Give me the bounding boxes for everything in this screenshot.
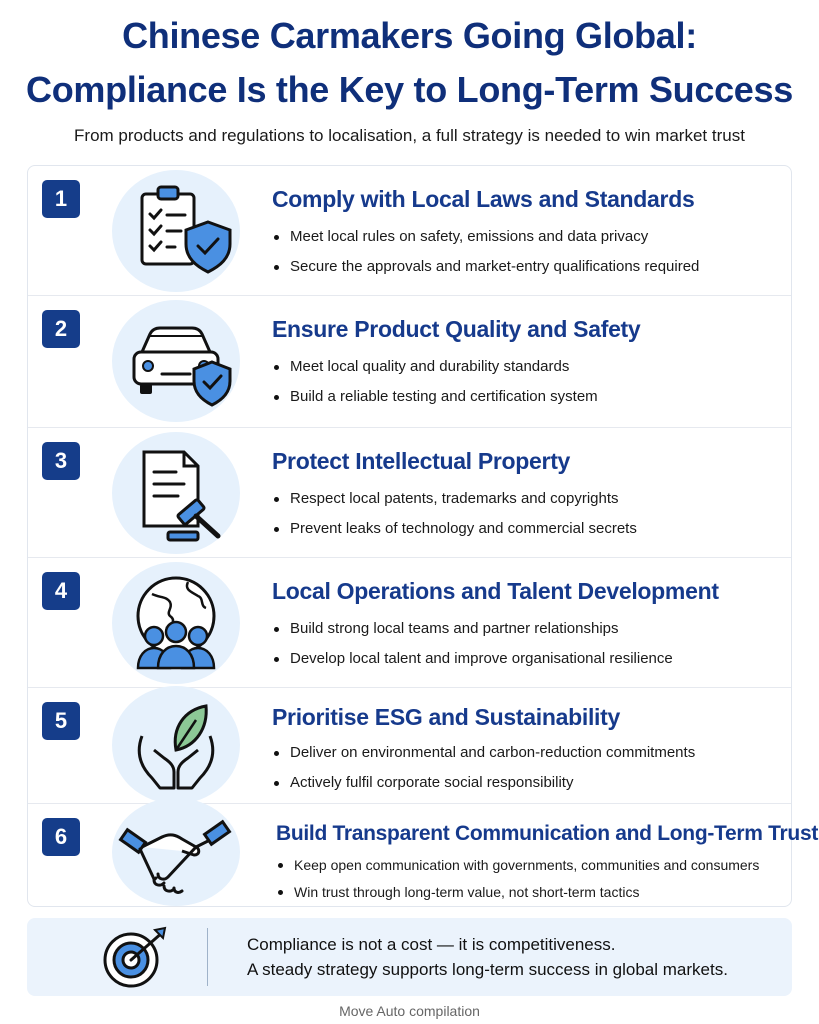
step-title: Comply with Local Laws and Standards [272, 186, 695, 212]
step-title: Prioritise ESG and Sustainability [272, 704, 620, 730]
step-bullets [272, 614, 673, 674]
handshake-icon [112, 798, 240, 906]
step-title: Ensure Product Quality and Safety [272, 316, 641, 342]
target-icon [101, 924, 171, 990]
step-number-badge: 3 [42, 442, 80, 480]
step-title: Build Transparent Communication and Long-Term Trust [276, 822, 819, 845]
page-title-line2: Compliance Is the Key to Long-Term Success [26, 69, 793, 110]
step-row-6 [28, 804, 819, 906]
step-number-badge: 6 [42, 818, 80, 856]
footer-line-2: A steady strategy supports long-term success in global markets. [247, 960, 728, 979]
bullet-item: Develop local talent and improve organisational resilience [272, 644, 673, 674]
document-gavel-icon [112, 432, 240, 554]
car-shield-icon [112, 300, 240, 422]
page-subtitle: From products and regulations to localisation, a full strategy is needed to win market trust [74, 126, 745, 145]
bullet-item: Win trust through long-term value, not short-term tactics [276, 879, 759, 906]
step-bullets [272, 738, 695, 798]
bullet-item: Keep open communication with governments, communities and consumers [276, 852, 759, 879]
bullet-item: Meet local quality and durability standards [272, 352, 598, 382]
bullet-item: Actively fulfil corporate social responsibility [272, 768, 695, 798]
step-row-2 [28, 296, 791, 428]
source-credit: Move Auto compilation [339, 1003, 480, 1019]
bullet-item: Meet local rules on safety, emissions and data privacy [272, 222, 699, 252]
step-number-badge: 2 [42, 310, 80, 348]
step-number-badge: 4 [42, 572, 80, 610]
step-row-4 [28, 558, 791, 688]
bullet-item: Secure the approvals and market-entry qualifications required [272, 252, 699, 282]
step-title: Protect Intellectual Property [272, 448, 571, 474]
hands-leaf-icon [112, 686, 240, 804]
bullet-item: Prevent leaks of technology and commercial secrets [272, 514, 637, 544]
globe-people-icon [112, 562, 240, 684]
footer-line-1: Compliance is not a cost — it is competitiveness. [247, 935, 616, 954]
step-number-badge: 5 [42, 702, 80, 740]
page-title-line1: Chinese Carmakers Going Global: [122, 15, 697, 56]
step-title: Local Operations and Talent Development [272, 578, 719, 604]
step-bullets [272, 352, 598, 412]
step-number-badge: 1 [42, 180, 80, 218]
footer-divider [207, 928, 208, 986]
step-bullets [272, 222, 699, 282]
step-row-5 [28, 688, 791, 804]
bullet-item: Build a reliable testing and certification system [272, 382, 598, 412]
step-row-3 [28, 428, 791, 558]
bullet-item: Build strong local teams and partner relationships [272, 614, 673, 644]
step-row-1 [28, 166, 791, 296]
step-bullets [276, 852, 759, 906]
step-bullets [272, 484, 637, 544]
footer-text [247, 932, 728, 982]
footer-callout [27, 918, 792, 996]
steps-panel [27, 165, 819, 907]
bullet-item: Deliver on environmental and carbon-reduction commitments [272, 738, 695, 768]
bullet-item: Respect local patents, trademarks and copyrights [272, 484, 637, 514]
clipboard-shield-icon [112, 170, 240, 292]
